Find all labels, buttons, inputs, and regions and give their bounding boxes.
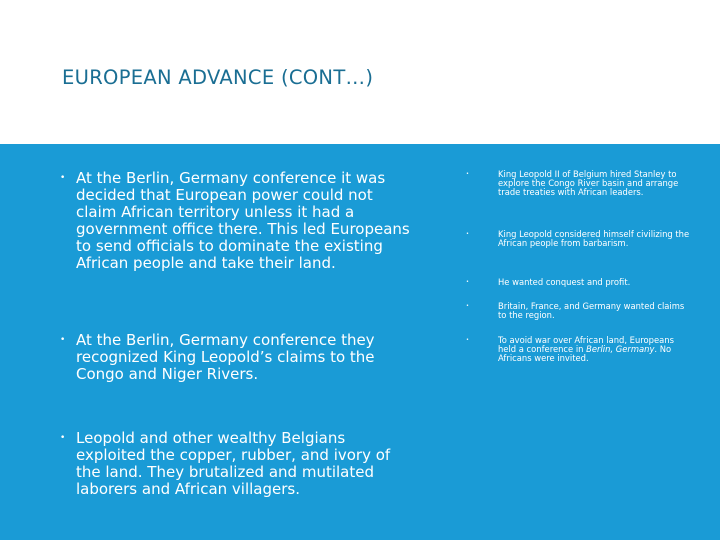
left-bullet-text: At the Berlin, Germany conference it was decided that European power could not claim African territory unless it had a government office there. This led Europeans to send officials to dominate the existing African people and take their land.: [76, 169, 410, 272]
left-bullet-2: [60, 332, 410, 383]
right-bullet-2: [466, 230, 696, 248]
bullet-icon: •: [60, 173, 66, 183]
right-bullet-4: [466, 302, 696, 320]
right-bullet-text: [498, 336, 692, 363]
slide-title: EUROPEAN ADVANCE (CONT…): [62, 66, 374, 89]
bullet-icon: •: [466, 171, 469, 177]
right-bullet-5: [466, 336, 696, 363]
right-bullet-text-after: . No Africans were invited.: [498, 344, 672, 363]
bullet-icon: •: [466, 231, 469, 237]
left-bullet-1: [60, 170, 410, 272]
bullet-icon: •: [466, 337, 469, 343]
bullet-icon: •: [60, 433, 66, 443]
left-bullet-text: At the Berlin, Germany conference they recognized King Leopold’s claims to the Congo and Niger Rivers.: [76, 331, 375, 383]
bullet-icon: •: [466, 279, 469, 285]
bullet-icon: •: [60, 335, 66, 345]
right-bullet-text-before: To avoid war over African land, Europeans held a conference in: [498, 335, 674, 354]
left-bullet-3: [60, 430, 410, 498]
berlin-germany-italic: Berlin, Germany: [586, 344, 655, 354]
top-strip: [0, 0, 720, 14]
left-bullet-text: Leopold and other wealthy Belgians exploited the copper, rubber, and ivory of the land. They brutalized and mutilated laborers and African villagers.: [76, 429, 391, 498]
right-bullet-1: [466, 170, 696, 197]
right-bullet-text: King Leopold II of Belgium hired Stanley to explore the Congo River basin and arrange trade treaties with African leaders.: [498, 169, 679, 197]
content-panel: [0, 144, 720, 540]
right-bullet-text: King Leopold considered himself civilizing the African people from barbarism.: [498, 229, 690, 248]
right-bullet-text: Britain, France, and Germany wanted claims to the region.: [498, 301, 685, 320]
left-strip: [0, 14, 14, 144]
right-bullet-3: [466, 278, 696, 287]
bullet-icon: •: [466, 303, 469, 309]
right-bullet-text: He wanted conquest and profit.: [498, 277, 631, 287]
